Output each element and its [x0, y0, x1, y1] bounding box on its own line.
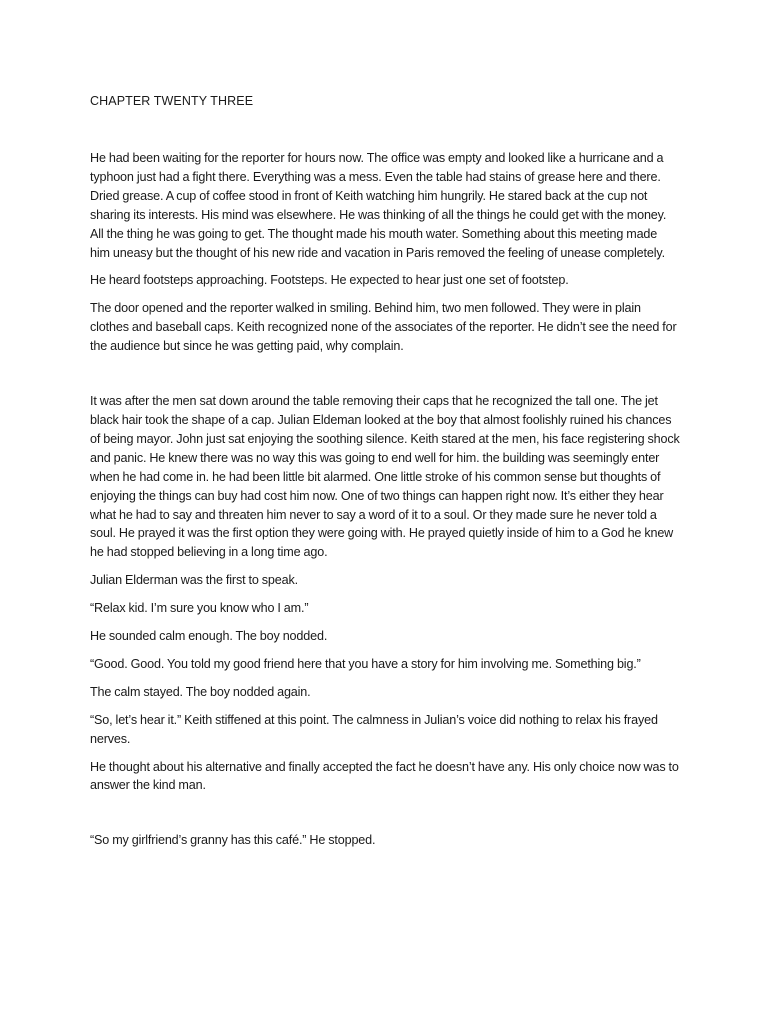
paragraph-1: He had been waiting for the reporter for hours now. The office was empty and looked like a hurricane and a typhoon just had a fight there. Everything was a mess. Even the table had stains of grease here and there. Dried grease. A cup of coffee stood in front of Keith watching him hungrily. He stared back at the cup not sharing its interests. His mind was elsewhere. He was thinking of all the things he could get with the money. All the thing he was going to get. The thought made his mouth water. Something about this meeting made him uneasy but the thought of his new ride and vacation in Paris removed the feeling of unease completely.	[90, 151, 667, 260]
paragraph-9: The calm stayed. The boy nodded again.	[90, 684, 311, 699]
document-page	[90, 92, 680, 859]
paragraph-11: He thought about his alternative and finally accepted the fact he doesn’t have any. His only choice now was to answer the kind man.	[90, 759, 679, 793]
paragraph-4: It was after the men sat down around the table removing their caps that he recognized the tall one. The jet black hair took the shape of a cap. Julian Eldeman looked at the boy that almost foolishly ruined his chances of being mayor. John just sat enjoying the soothing silence. Keith stared at the men, his face registering shock and panic. He knew there was no way this was going to end well for him. the building was seemingly enter when he had come in. he had been little bit alarmed. One little stroke of his common sense but thoughts of enjoying the things can buy had cost him now. One of two things can happen right now. It’s either they hear what he had to say and threaten him never to say a word of it to a soul. Or they made sure he never told a soul. He prayed it was the first option they were going with. He prayed quietly inside of him to a God he knew he had stopped believing in a long time ago.	[90, 394, 680, 560]
paragraph-3: The door opened and the reporter walked in smiling. Behind him, two men followed. They were in plain clothes and baseball caps. Keith recognized none of the associates of the reporter. He didn’t see the need for the audience but since he was getting paid, why complain.	[90, 301, 677, 354]
paragraph-7: He sounded calm enough. The boy nodded.	[90, 629, 328, 644]
paragraph-6: “Relax kid. I’m sure you know who I am.”	[90, 601, 309, 616]
paragraph-10: “So, let’s hear it.” Keith stiffened at this point. The calmness in Julian’s voice did nothing to relax his frayed nerves.	[90, 712, 658, 746]
chapter-heading: CHAPTER TWENTY THREE	[90, 94, 254, 108]
paragraph-8: “Good. Good. You told my good friend here that you have a story for him involving me. Something big.”	[90, 656, 641, 671]
paragraph-2: He heard footsteps approaching. Footsteps. He expected to hear just one set of footstep.	[90, 273, 569, 288]
paragraph-5: Julian Elderman was the first to speak.	[90, 573, 298, 588]
paragraph-12: “So my girlfriend’s granny has this café.” He stopped.	[90, 833, 376, 848]
